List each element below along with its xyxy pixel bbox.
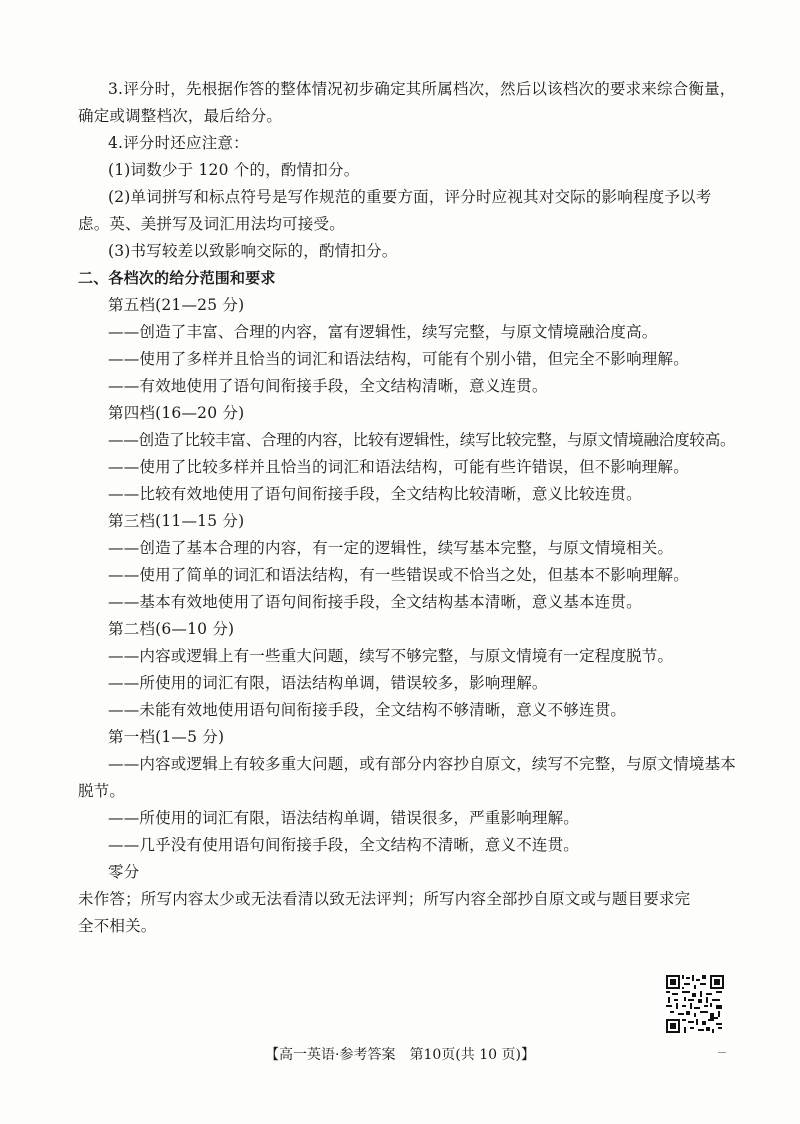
band-criterion: ——使用了多样并且恰当的词汇和语法结构，可能有个别小错，但完全不影响理解。 bbox=[108, 350, 689, 368]
band-criterion: ——创造了丰富、合理的内容，富有逻辑性，续写完整，与原文情境融洽度高。 bbox=[108, 323, 658, 341]
band-heading: 第一档(1—5 分) bbox=[108, 728, 225, 746]
band-criterion: ——几乎没有使用语句间衔接手段，全文结构不清晰，意义不连贯。 bbox=[108, 836, 580, 854]
paragraph-line: 全不相关。 bbox=[78, 917, 157, 935]
band-criterion: ——创造了比较丰富、合理的内容，比较有逻辑性，续写比较完整，与原文情境融洽度较高。 bbox=[108, 431, 736, 449]
band-heading: 第三档(11—15 分) bbox=[108, 512, 245, 530]
band-criterion: ——内容或逻辑上有一些重大问题，续写不够完整，与原文情境有一定程度脱节。 bbox=[108, 647, 674, 665]
paragraph-line: 未作答；所写内容太少或无法看清以致无法评判；所写内容全部抄自原文或与题目要求完 bbox=[78, 890, 691, 908]
band-criterion: ——比较有效地使用了语句间衔接手段，全文结构比较清晰，意义比较连贯。 bbox=[108, 485, 642, 503]
paragraph-line: (1)词数少于 120 个的，酌情扣分。 bbox=[108, 161, 360, 179]
band-criterion: ——未能有效地使用语句间衔接手段，全文结构不够清晰，意义不够连贯。 bbox=[108, 701, 627, 719]
band-criterion: ——使用了简单的词汇和语法结构，有一些错误或不恰当之处，但基本不影响理解。 bbox=[108, 566, 689, 584]
section-heading: 二、各档次的给分范围和要求 bbox=[78, 269, 276, 287]
band-criterion: ——内容或逻辑上有较多重大问题，或有部分内容抄自原文，续写不完整，与原文情境基本 bbox=[108, 755, 737, 773]
band-criterion: ——有效地使用了语句间衔接手段，全文结构清晰，意义连贯。 bbox=[108, 377, 548, 395]
band-heading: 零分 bbox=[108, 863, 140, 881]
paragraph-line: (2)单词拼写和标点符号是写作规范的重要方面，评分时应视其对交际的影响程度予以考 bbox=[108, 188, 712, 206]
paragraph-line: 确定或调整档次，最后给分。 bbox=[78, 107, 283, 125]
paragraph-line: 4.评分时还应注意： bbox=[108, 134, 249, 152]
page-footer: 【高一英语·参考答案 第10页(共 10 页)】 bbox=[265, 1047, 535, 1063]
paragraph-line: (3)书写较差以致影响交际的，酌情扣分。 bbox=[108, 242, 398, 260]
band-criterion: ——所使用的词汇有限，语法结构单调，错误较多，影响理解。 bbox=[108, 674, 548, 692]
margin-mark bbox=[718, 1052, 726, 1053]
band-criterion: ——使用了比较多样并且恰当的词汇和语法结构，可能有些许错误，但不影响理解。 bbox=[108, 458, 689, 476]
band-heading: 第四档(16—20 分) bbox=[108, 404, 245, 422]
paragraph-line: 虑。英、美拼写及词汇用法均可接受。 bbox=[78, 215, 345, 233]
band-criterion: ——创造了基本合理的内容，有一定的逻辑性，续写基本完整，与原文情境相关。 bbox=[108, 539, 674, 557]
paragraph-line: 3.评分时，先根据作答的整体情况初步确定其所属档次，然后以该档次的要求来综合衡量， bbox=[108, 80, 736, 98]
band-criterion: ——基本有效地使用了语句间衔接手段，全文结构基本清晰，意义基本连贯。 bbox=[108, 593, 642, 611]
band-criterion: ——所使用的词汇有限，语法结构单调，错误很多，严重影响理解。 bbox=[108, 809, 580, 827]
band-criterion-cont: 脱节。 bbox=[78, 782, 126, 800]
band-heading: 第五档(21—25 分) bbox=[108, 296, 245, 314]
band-heading: 第二档(6—10 分) bbox=[108, 620, 235, 638]
qr-code-icon bbox=[666, 975, 724, 1033]
